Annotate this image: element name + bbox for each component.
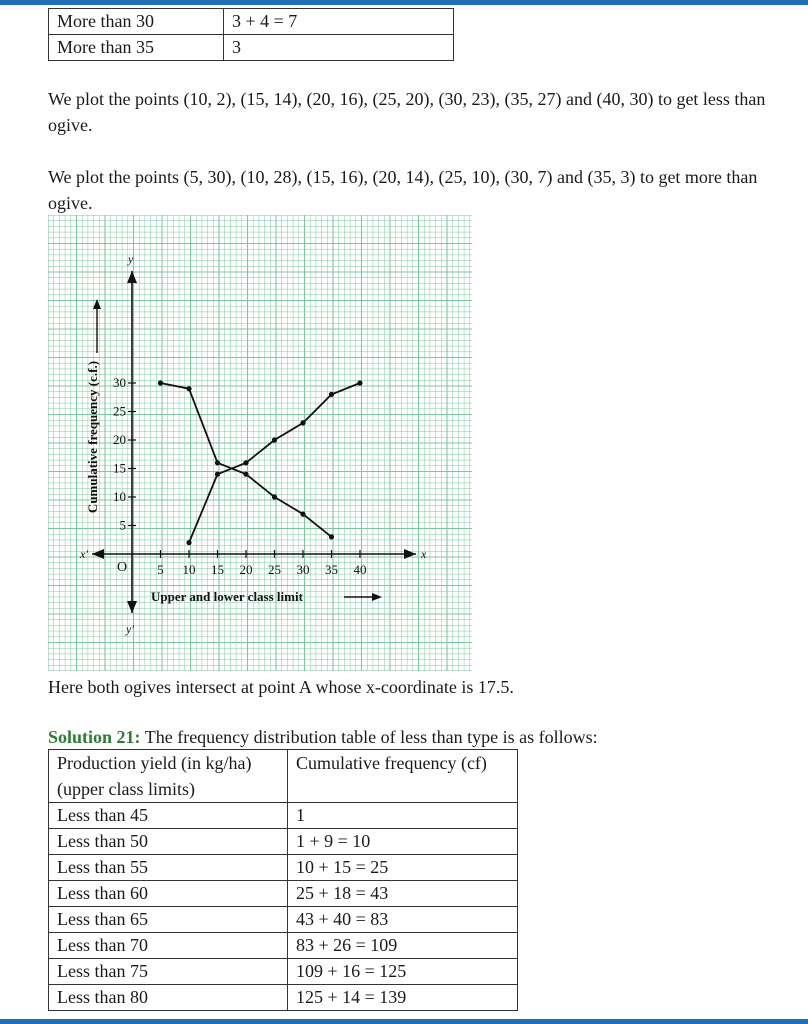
- less-than-point: [186, 540, 191, 545]
- solution-21-intro: [48, 724, 598, 750]
- cf-value: 3: [224, 35, 454, 61]
- less-than-point: [357, 380, 362, 385]
- more-than-ogive-text: We plot the points (5, 30), (10, 28), (15, 16), (20, 14), (25, 10), (30, 7) and (35, 3) to get more than ogive.: [48, 167, 758, 213]
- class-label: Less than 80: [49, 985, 288, 1011]
- x-tick-label: 25: [268, 562, 281, 577]
- cf-value: 43 + 40 = 83: [288, 907, 518, 933]
- intersection-text: Here both ogives intersect at point A whose x-coordinate is 17.5.: [48, 677, 514, 697]
- class-label: More than 35: [49, 35, 224, 61]
- cf-value: 10 + 15 = 25: [288, 855, 518, 881]
- table-row: [49, 959, 518, 985]
- more-than-point: [186, 386, 191, 391]
- cf-value: 1 + 9 = 10: [288, 829, 518, 855]
- more-than-cf-table: [48, 8, 454, 61]
- column-header: Production yield (in kg/ha) (upper class limits): [49, 750, 288, 803]
- x-tick-label: 15: [211, 562, 224, 577]
- more-than-point: [272, 494, 277, 499]
- less-than-point: [215, 472, 220, 477]
- class-label: Less than 75: [49, 959, 288, 985]
- production-yield-table: [48, 749, 518, 1011]
- class-label: Less than 45: [49, 803, 288, 829]
- less-than-point: [243, 460, 248, 465]
- x-tick-label: 30: [296, 562, 310, 577]
- table-row: [49, 907, 518, 933]
- x-tick-label: 20: [239, 562, 253, 577]
- table-row: [49, 803, 518, 829]
- y-axis-label: Cumulative frequency (c.f.): [85, 360, 100, 514]
- y-axis-name: y: [128, 252, 134, 266]
- more-than-point: [329, 534, 334, 539]
- table-row: [49, 881, 518, 907]
- table-row: [49, 933, 518, 959]
- table-row: [49, 829, 518, 855]
- more-than-point: [215, 460, 220, 465]
- table-header-row: [49, 750, 518, 803]
- less-than-point: [300, 420, 305, 425]
- less-than-point: [329, 392, 334, 397]
- y-tick-label: 30: [113, 375, 126, 390]
- class-label: Less than 50: [49, 829, 288, 855]
- ogive-graph: [48, 215, 472, 671]
- class-label: Less than 70: [49, 933, 288, 959]
- more-than-point: [158, 380, 163, 385]
- cf-value: 125 + 14 = 139: [288, 985, 518, 1011]
- x-tick-label: 40: [353, 562, 367, 577]
- solution-text: The frequency distribution table of less than type is as follows:: [144, 727, 598, 747]
- class-label: Less than 65: [49, 907, 288, 933]
- y-tick-label: 5: [119, 517, 126, 533]
- class-label: Less than 60: [49, 881, 288, 907]
- cf-value: 83 + 26 = 109: [288, 933, 518, 959]
- bottom-accent-bar: [0, 1019, 808, 1024]
- x-axis-negative-name: x′: [80, 547, 88, 561]
- less-than-ogive-text: We plot the points (10, 2), (15, 14), (20, 16), (25, 20), (30, 23), (35, 27) and (40, 30) to get less than ogive.: [48, 89, 766, 135]
- cf-value: 25 + 18 = 43: [288, 881, 518, 907]
- class-label: Less than 55: [49, 855, 288, 881]
- y-tick-label: 10: [113, 489, 126, 504]
- top-accent-bar: [0, 0, 808, 5]
- cf-value: 3 + 4 = 7: [224, 9, 454, 35]
- table-row: [49, 985, 518, 1011]
- y-axis-negative-name: y′: [126, 622, 134, 636]
- x-tick-label: 10: [182, 562, 196, 577]
- more-than-point: [243, 472, 248, 477]
- more-than-point: [300, 512, 305, 517]
- cf-value: 1: [288, 803, 518, 829]
- table-row: [49, 855, 518, 881]
- table-row: [49, 9, 454, 35]
- table-row: [49, 35, 454, 61]
- x-tick-label: 35: [325, 562, 338, 577]
- x-axis-label: Upper and lower class limit: [151, 589, 303, 604]
- column-header: Cumulative frequency (cf): [288, 750, 518, 803]
- y-tick-label: 20: [113, 432, 126, 447]
- x-tick-label: 5: [157, 562, 164, 577]
- cf-value: 109 + 16 = 125: [288, 959, 518, 985]
- y-tick-label: 25: [113, 403, 126, 419]
- less-than-point: [272, 437, 277, 442]
- x-axis-name: x: [421, 547, 427, 561]
- y-tick-label: 15: [113, 460, 126, 476]
- class-label: More than 30: [49, 9, 224, 35]
- solution-title: Solution 21:: [48, 727, 141, 747]
- origin-label: O: [117, 560, 128, 575]
